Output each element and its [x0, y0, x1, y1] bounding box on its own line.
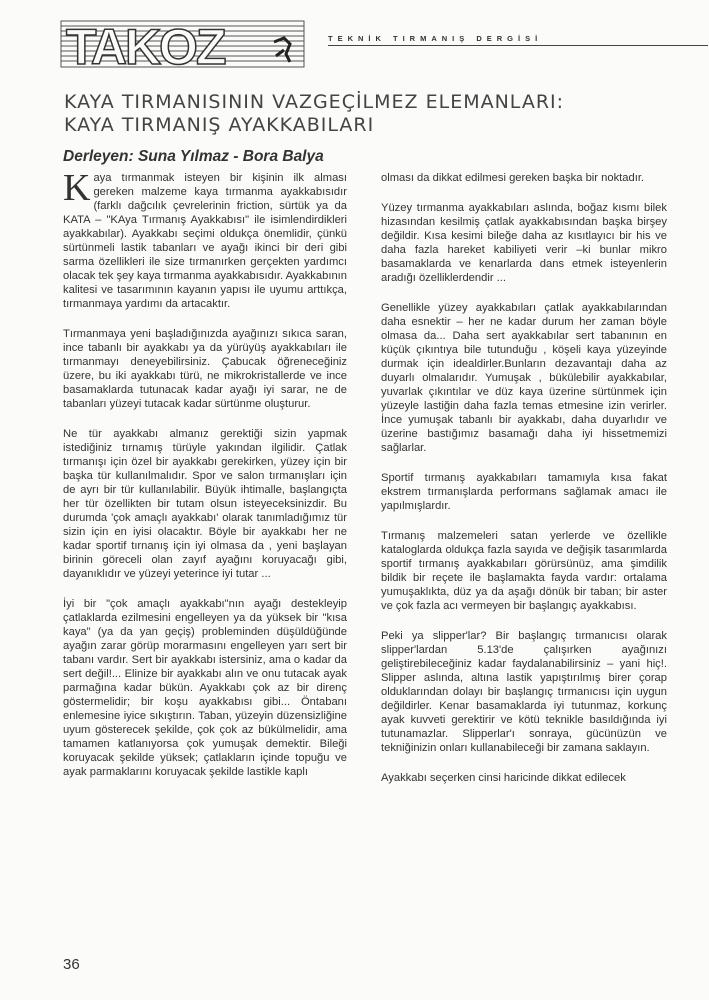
paragraph: Yüzey tırmanma ayakkabıları aslında, boğaz kısmı bilek hizasından kesilmiş çatlak ayakkabısından başka birşey değildir. Kısa kesimi bileğe daha az kısıtlayıcı bir his ve daha fazla hareket kabiliyeti verir –ki bunlar mikro basamaklarda ve kenarlarda dans etmek isteyenlerin aradığı özelliklerdendir ... — [381, 202, 667, 284]
paragraph: Kaya tırmanmak isteyen bir kişinin ilk alması gereken malzeme kaya tırmanma ayakkabısıdır (farklı dağcılık çevrelerinin friction, sürtük ya da KATA – "KAya Tırmanış Ayakkabısı" ile isimlendirdikleri ayakkabılar). Ayakkabı seçimi oldukça önemlidir, çünkü sürtünmeli lastik tabanları ve ayağı ikinci bir deri gibi sarma özellikleri ile size tırmanırken gerçekten yardımcı olacak tek şey kaya tırmanma ayakkabısıdır. Ayakkabının kalitesi ve tasarımının kayanın yapısı ile uyumu arttıkça, tırmanmaya yardımı da artacaktır. — [63, 167, 347, 310]
page-number: 36 — [63, 956, 80, 973]
paragraph: İyi bir "çok amaçlı ayakkabı"nın ayağı destekleyip çatlaklarda ezilmesini engelleyen ya da yüksek bir "kısa kaya" (ya da yan geçiş) probleminden düşüldüğünde ayağın zarar görüp morarmasını engelleyen yarı sert bir tabanı vardır. Sert bir ayakkabı istersiniz, ama o kadar da sert değil!... Elinize bir ayakkabı alın ve onu tutacak ayak parmağına kadar bükün. Ayakkabı çok az bir direnç göstermelidir; bir koşu ayakkabısı gibi... Öntabanı enlemesine iyice sıkıştırın. Taban, yüzeyin düzensizliğine uyum gösterecek şekilde, çok çok az bükülmelidir, ama tamamen katlanıyorsa çok yumuşak demektir. Bileği koruyacak şekilde yüksek; çatlakların içinde topuğu ve ayak parmaklarını koruyacak şekilde lastikle kaplı — [63, 598, 347, 778]
paragraph: Genellikle yüzey ayakkabıları çatlak ayakkabılarından daha esnektir – her ne kadar durum her zaman böyle olmasa da... Daha sert ayakkabılar sert tabanının en küçük çıkıntıya bile tutunduğu , köşeli kaya yüzeyinde durmak için idealdirler.Bunların dezavantajı daha az duyarlı olmalarıdır. Yumuşak , bükülebilir ayakkabılar, yuvarlak çıkıntılar ve düz kaya üzerine sürtünmek için yüzeyle lastiğin daha fazla temas etmesine izin verirler. İnce yumuşak tabanlı bir ayakkabı, daha duyarlıdır ve üzerine bastığımız basamağı daha iyi hissetmemizi sağlarlar. — [381, 302, 667, 454]
paragraph: Tırmanmaya yeni başladığınızda ayağınızı sıkıca saran, ince tabanlı bir ayakkabı ya da yürüyüş ayakkabıları ile tırmanmayı deneyebilirsiniz. Çabucak öğreneceğiniz üzere, bu iki ayakkabı türü, ne mikrokristallerde ve ince basamaklarda tutunacak kadar ayağı iyi sarar, ne de tabanları yüzeyi tutacak kadar sürtünme oluşturur. — [63, 328, 347, 410]
paragraph: Peki ya slipper'lar? Bir başlangıç tırmanıcısı olarak slipper'lardan 5.13'de çalışırken ayağınızı geliştirebileceğiniz kadar faydalanabilirsiniz – yani hiç!. Slipper aslında, altına lastik yapıştırılmış birer çorap olduklarından dolayı bir başlangıç tırmanıcısı için uygun değildirler. Kenar basamaklarda iyi tutunmaz, korkunç ayak kuvveti gerektirir ve kötü teknikle basıldığında iyi tutunamazlar. Slipperlar'ı sonraya, gücünüzün ve tekniğinizin onları kullanabileceği bir zamana saklayın. — [381, 630, 667, 754]
byline: Derleyen: Suna Yılmaz - Bora Balya — [63, 148, 324, 165]
article-title — [64, 91, 664, 137]
paragraph: Ne tür ayakkabı almanız gerektiği sizin yapmak istediğiniz tırnamış türüyle yakından ilgilidir. Çatlak tırmanışı için özel bir ayakkabı gerekirken, yüzey için bir başka tür kullanılmalıdır. Spor ve salon tırmanışları için de ayrı bir tür kullanılabilir. Büyük ihtimalle, başlangıçta her tür özellikten bir tutam olsun isteyeceksinizdir. Bu durumda 'çok amaçlı ayakkabı' olarak tanımladığımız tür sizin için en iyisi olacaktır. Böyle bir ayakkabı her ne kadar sportif tırnanış için iyi olmasa da , yeni başlayan birinin göreceli olan zayıf ayağını koruyacağı gibi, dayanıklıdır ve yüzeyi yeterince iyi tutar ... — [63, 428, 347, 580]
magazine-tagline: TEKNİK TIRMANIŞ DERGİSİ — [328, 34, 543, 43]
takoz-logo — [60, 20, 305, 68]
drop-cap: K — [63, 167, 91, 209]
svg-text:TAKOZ: TAKOZ — [66, 20, 225, 68]
left-column — [63, 167, 347, 795]
paragraph: Sportif tırmanış ayakkabıları tamamıyla kısa fakat ekstrem tırmanışlarda performans sağlamak amacı ile yapılmışlardır. — [381, 472, 667, 512]
paragraph: Ayakkabı seçerken cinsi haricinde dikkat edilecek — [381, 772, 626, 784]
paragraph: olması da dikkat edilmesi gereken başka bir noktadır. — [381, 172, 645, 184]
title-line-2: KAYA TIRMANIŞ AYAKKABILARI — [64, 113, 375, 136]
masthead — [60, 14, 660, 74]
header-rule — [328, 45, 708, 46]
paragraph: Tırmanış malzemeleri satan yerlerde ve özellikle kataloglarda oldukça fazla sayıda ve değişik tasarımlarda sportif tırmanış ayakkabıları görürsünüz, ama şimdilik bildik bir reçete ile başlamakta fayda vardır: ortalama yumuşaklıkta, düz ya da aşağı dönük bir taban; bir aster ve çok fazla acı vermeyen bir başlangıç ayakkabısı. — [381, 530, 667, 612]
right-column — [381, 171, 667, 801]
title-line-1: KAYA TIRMANISININ VAZGEÇİLMEZ ELEMANLARI: — [64, 90, 565, 113]
